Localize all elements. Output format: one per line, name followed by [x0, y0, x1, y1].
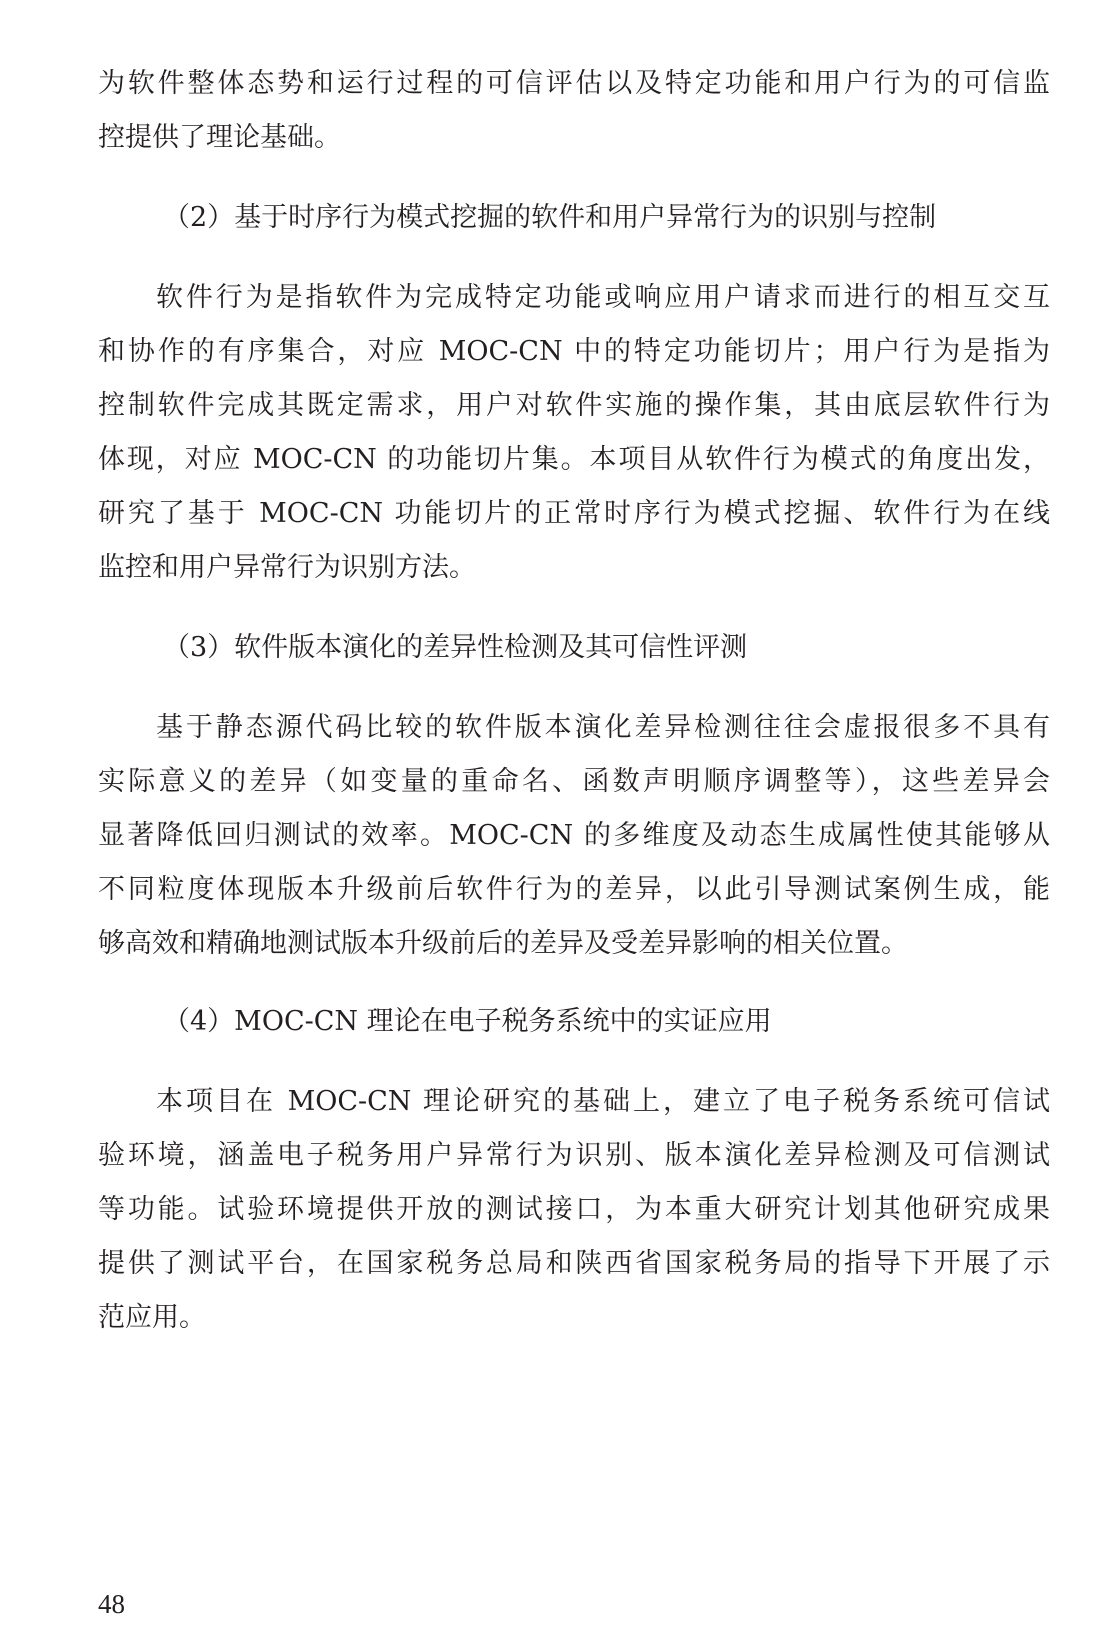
section-3-line-3: 显著降低回归测试的效率。MOC-CN 的多维度及动态生成属性使其能够从 — [98, 820, 1050, 851]
section-3-heading: （3）软件版本演化的差异性检测及其可信性评测 — [163, 632, 748, 663]
section-4-line-2: 验环境，涵盖电子税务用户异常行为识别、版本演化差异检测及可信测试 — [98, 1140, 1050, 1171]
section-2-line-4: 体现，对应 MOC-CN 的功能切片集。本项目从软件行为模式的角度出发， — [98, 444, 1050, 475]
section-2-line-1: 软件行为是指软件为完成特定功能或响应用户请求而进行的相互交互 — [156, 282, 1050, 313]
section-2-line-3: 控制软件完成其既定需求，用户对软件实施的操作集，其由底层软件行为 — [98, 390, 1050, 421]
section-2-line-2: 和协作的有序集合，对应 MOC-CN 中的特定功能切片；用户行为是指为 — [98, 336, 1050, 367]
section-3-line-2: 实际意义的差异（如变量的重命名、函数声明顺序调整等），这些差异会 — [98, 766, 1050, 797]
section-4-heading: （4）MOC-CN 理论在电子税务系统中的实证应用 — [163, 1006, 772, 1037]
section-4-line-5: 范应用。 — [98, 1302, 206, 1333]
section-4-line-4: 提供了测试平台，在国家税务总局和陕西省国家税务局的指导下开展了示 — [98, 1248, 1050, 1279]
section-4-line-1: 本项目在 MOC-CN 理论研究的基础上，建立了电子税务系统可信试 — [156, 1086, 1050, 1117]
intro-line-1: 为软件整体态势和运行过程的可信评估以及特定功能和用户行为的可信监 — [98, 68, 1050, 99]
section-2-line-5: 研究了基于 MOC-CN 功能切片的正常时序行为模式挖掘、软件行为在线 — [98, 498, 1050, 529]
section-3-line-5: 够高效和精确地测试版本升级前后的差异及受差异影响的相关位置。 — [98, 928, 908, 959]
section-2-line-6: 监控和用户异常行为识别方法。 — [98, 552, 476, 583]
section-3-line-4: 不同粒度体现版本升级前后软件行为的差异，以此引导测试案例生成，能 — [98, 874, 1050, 905]
section-4-line-3: 等功能。试验环境提供开放的测试接口，为本重大研究计划其他研究成果 — [98, 1194, 1050, 1225]
section-2-heading: （2）基于时序行为模式挖掘的软件和用户异常行为的识别与控制 — [163, 202, 937, 233]
intro-line-2: 控提供了理论基础。 — [98, 122, 341, 153]
page-number: 48 — [98, 1589, 125, 1619]
section-3-line-1: 基于静态源代码比较的软件版本演化差异检测往往会虚报很多不具有 — [156, 712, 1050, 743]
